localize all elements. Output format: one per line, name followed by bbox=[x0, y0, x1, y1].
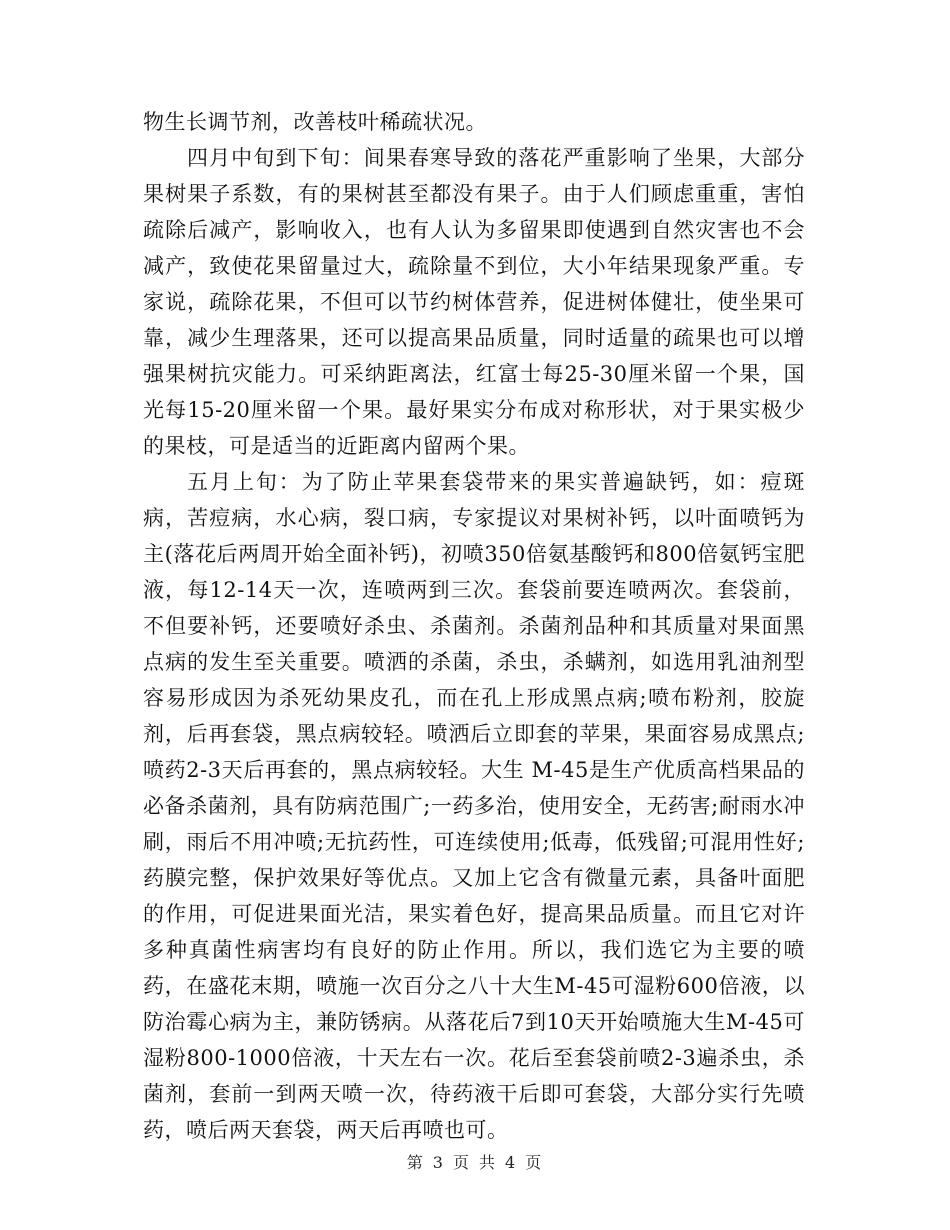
paragraph-may: 五月上旬：为了防止苹果套袋带来的果实普遍缺钙，如：痘斑病，苦痘病，水心病，裂口病，专家提议对果树补钙，以叶面喷钙为主(落花后两周开始全面补钙)，初喷350倍氨基酸钙和800倍氨钙宝肥液，每12-14天一次，连喷两到三次。套袋前要连喷两次。套袋前，不但要补钙，还要喷好杀虫、杀菌剂。杀菌剂品种和其质量对果面黑点病的发生至关重要。喷洒的杀菌，杀虫，杀螨剂，如选用乳油剂型容易形成因为杀死幼果皮孔，而在孔上形成黑点病;喷布粉剂，胶旋剂，后再套袋，黑点病较轻。喷洒后立即套的苹果，果面容易成黑点;喷药2-3天后再套的，黑点病较轻。大生 M-45是生产优质高档果品的必备杀菌剂，具有防病范围广;一药多治，使用安全，无药害;耐雨水冲刷，雨后不用冲喷;无抗药性，可连续使用;低毒，低残留;可混用性好;药膜完整，保护效果好等优点。又加上它含有微量元素，具备叶面肥的作用，可促进果面光洁，果实着色好，提高果品质量。而且它对许多种真菌性病害均有良好的防止作用。所以，我们选它为主要的喷药，在盛花末期，喷施一次百分之八十大生M-45可湿粉600倍液，以防治霉心病为主，兼防锈病。从落花后7到10天开始喷施大生M-45可湿粉800-1000倍液，十天左右一次。花后至套袋前喷2-3遍杀虫，杀菌剂，套前一到两天喷一次，待药液干后即可套袋，大部分实行先喷药，喷后两天套袋，两天后再喷也可。 bbox=[143, 470, 805, 1142]
footer-total-word: 共 bbox=[479, 1153, 498, 1172]
footer-suffix: 页 bbox=[525, 1153, 544, 1172]
document-body bbox=[143, 104, 805, 1148]
footer-prefix: 第 bbox=[406, 1153, 425, 1172]
footer-current-page: 3 bbox=[432, 1153, 445, 1172]
page-footer bbox=[0, 1150, 950, 1173]
paragraph-april: 四月中旬到下旬：间果春寒导致的落花严重影响了坐果，大部分果树果子系数，有的果树甚至都没有果子。由于人们顾虑重重，害怕疏除后减产，影响收入，也有人认为多留果即使遇到自然灾害也不会减产，致使花果留量过大，疏除量不到位，大小年结果现象严重。专家说，疏除花果，不但可以节约树体营养，促进树体健壮，使坐果可靠，减少生理落果，还可以提高果品质量，同时适量的疏果也可以增强果树抗灾能力。可采纳距离法，红富士每25-30厘米留一个果，国光每15-20厘米留一个果。最好果实分布成对称形状，对于果实极少的果枝，可是适当的近距离内留两个果。 bbox=[143, 146, 805, 458]
footer-page-word: 页 bbox=[452, 1153, 471, 1172]
footer-total-pages: 4 bbox=[505, 1153, 518, 1172]
paragraph-continuation: 物生长调节剂，改善枝叶稀疏状况。 bbox=[143, 110, 487, 134]
